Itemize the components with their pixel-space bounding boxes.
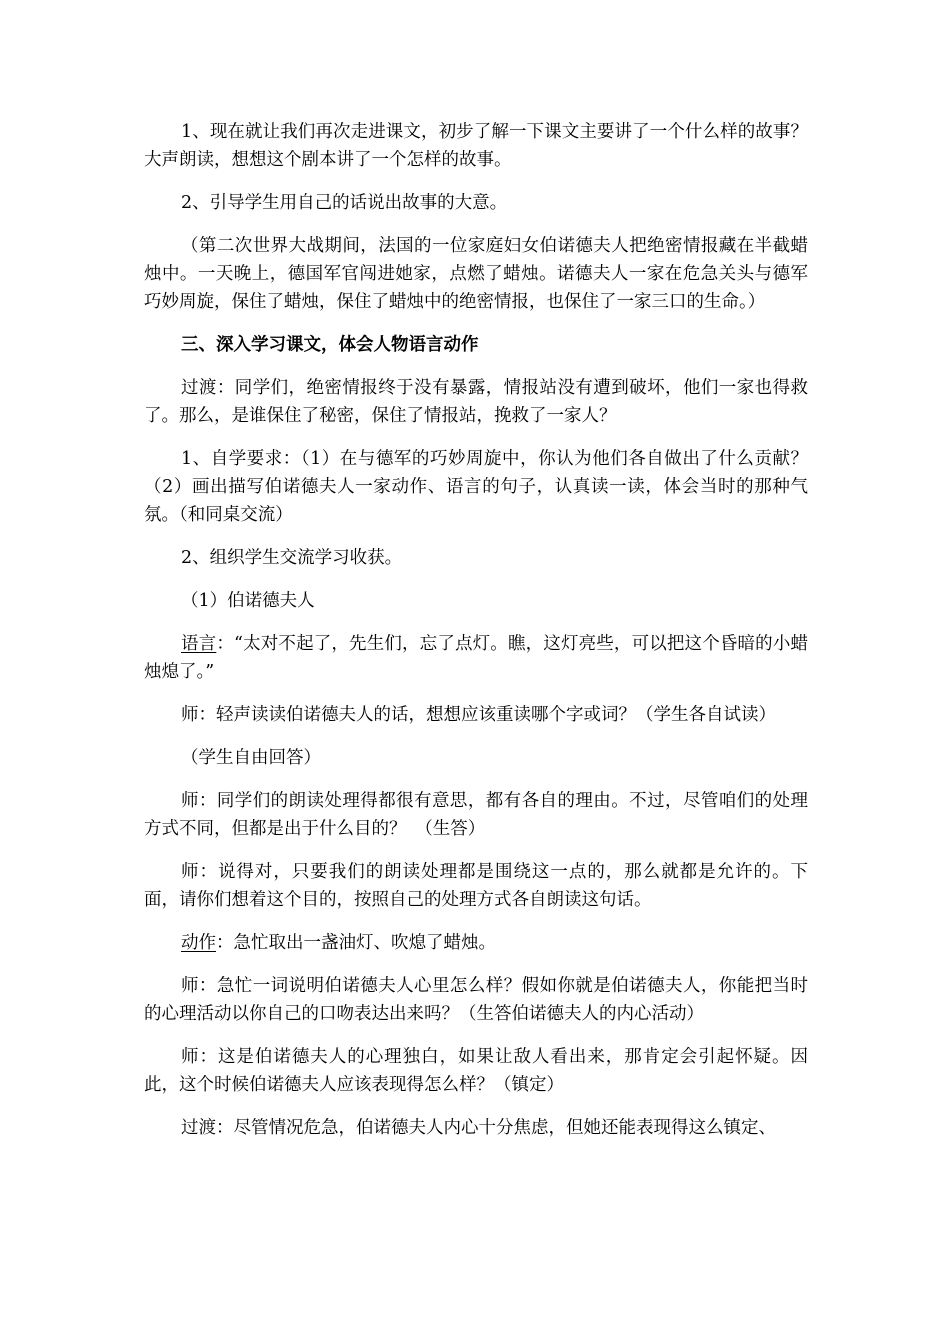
underlined-label: 动作 bbox=[181, 933, 216, 953]
paragraph-text: 师：同学们的朗读处理得都很有意思，都有各自的理由。不过，尽管咱们的处理方式不同，但都是出于什么目的？ （生答） bbox=[144, 791, 808, 839]
paragraph-6 bbox=[144, 445, 808, 529]
paragraph-11 bbox=[144, 744, 808, 772]
heading-text: 三、深入学习课文，体会人物语言动作 bbox=[181, 335, 479, 355]
paragraph-text: ：“太对不起了，先生们，忘了点灯。瞧，这灯亮些，可以把这个昏暗的小蜡烛熄了。” bbox=[144, 634, 809, 682]
paragraph-17 bbox=[144, 1114, 808, 1142]
paragraph-8 bbox=[144, 587, 808, 615]
paragraph-text: 师：急忙一词说明伯诺德夫人心里怎么样？假如你就是伯诺德夫人，你能把当时的心理活动以你自己的口吻表达出来吗？（生答伯诺德夫人的内心活动） bbox=[144, 976, 808, 1024]
paragraph-text: 2、组织学生交流学习收获。 bbox=[181, 548, 403, 568]
section-heading bbox=[144, 331, 808, 359]
paragraph-10 bbox=[144, 701, 808, 729]
paragraph-text: 师：说得对，只要我们的朗读处理都是围绕这一点的，那么就都是允许的。下面，请你们想着这个目的，按照自己的处理方式各自朗读这句话。 bbox=[144, 862, 808, 910]
paragraph-text: 过渡：尽管情况危急，伯诺德夫人内心十分焦虑，但她还能表现得这么镇定、 bbox=[181, 1118, 776, 1138]
paragraph-text: ：急忙取出一盏油灯、吹熄了蜡烛。 bbox=[216, 933, 496, 953]
paragraph-13 bbox=[144, 858, 808, 914]
paragraph-text: 师：轻声读读伯诺德夫人的话，想想应该重读哪个字或词？（学生各自试读） bbox=[181, 705, 776, 725]
paragraph-text: 1、现在就让我们再次走进课文，初步了解一下课文主要讲了一个什么样的故事？大声朗读，想想这个剧本讲了一个怎样的故事。 bbox=[144, 122, 808, 170]
paragraph-text: 1、自学要求：（1）在与德军的巧妙周旋中，你认为他们各自做出了什么贡献？（2）画出描写伯诺德夫人一家动作、语言的句子，认真读一读，体会当时的那种气氛。（和同桌交流） bbox=[144, 449, 808, 525]
paragraph-12 bbox=[144, 787, 808, 843]
paragraph-1 bbox=[144, 118, 808, 174]
paragraph-text: （1）伯诺德夫人 bbox=[181, 591, 315, 611]
paragraph-14 bbox=[144, 929, 808, 957]
paragraph-9 bbox=[144, 630, 808, 686]
paragraph-16 bbox=[144, 1043, 808, 1099]
paragraph-text: 2、引导学生用自己的话说出故事的大意。 bbox=[181, 193, 508, 213]
paragraph-text: 师：这是伯诺德夫人的心理独白，如果让敌人看出来，那肯定会引起怀疑。因此，这个时候伯诺德夫人应该表现得怎么样？（镇定） bbox=[144, 1047, 808, 1095]
paragraph-text: （学生自由回答） bbox=[181, 748, 321, 768]
paragraph-2 bbox=[144, 189, 808, 217]
paragraph-15 bbox=[144, 972, 808, 1028]
paragraph-text: （第二次世界大战期间，法国的一位家庭妇女伯诺德夫人把绝密情报藏在半截蜡烛中。一天晚上，德国军官闯进她家，点燃了蜡烛。诺德夫人一家在危急关头与德军巧妙周旋，保住了蜡烛，保住了蜡烛中的绝密情报，也保住了一家三口的生命。） bbox=[144, 236, 808, 312]
paragraph-text: 过渡：同学们，绝密情报终于没有暴露，情报站没有遭到破坏，他们一家也得救了。那么，是谁保住了秘密，保住了情报站，挽救了一家人？ bbox=[144, 378, 808, 426]
document-page bbox=[144, 118, 808, 1157]
paragraph-5 bbox=[144, 374, 808, 430]
underlined-label: 语言 bbox=[181, 634, 217, 654]
paragraph-3 bbox=[144, 232, 808, 316]
paragraph-7 bbox=[144, 544, 808, 572]
